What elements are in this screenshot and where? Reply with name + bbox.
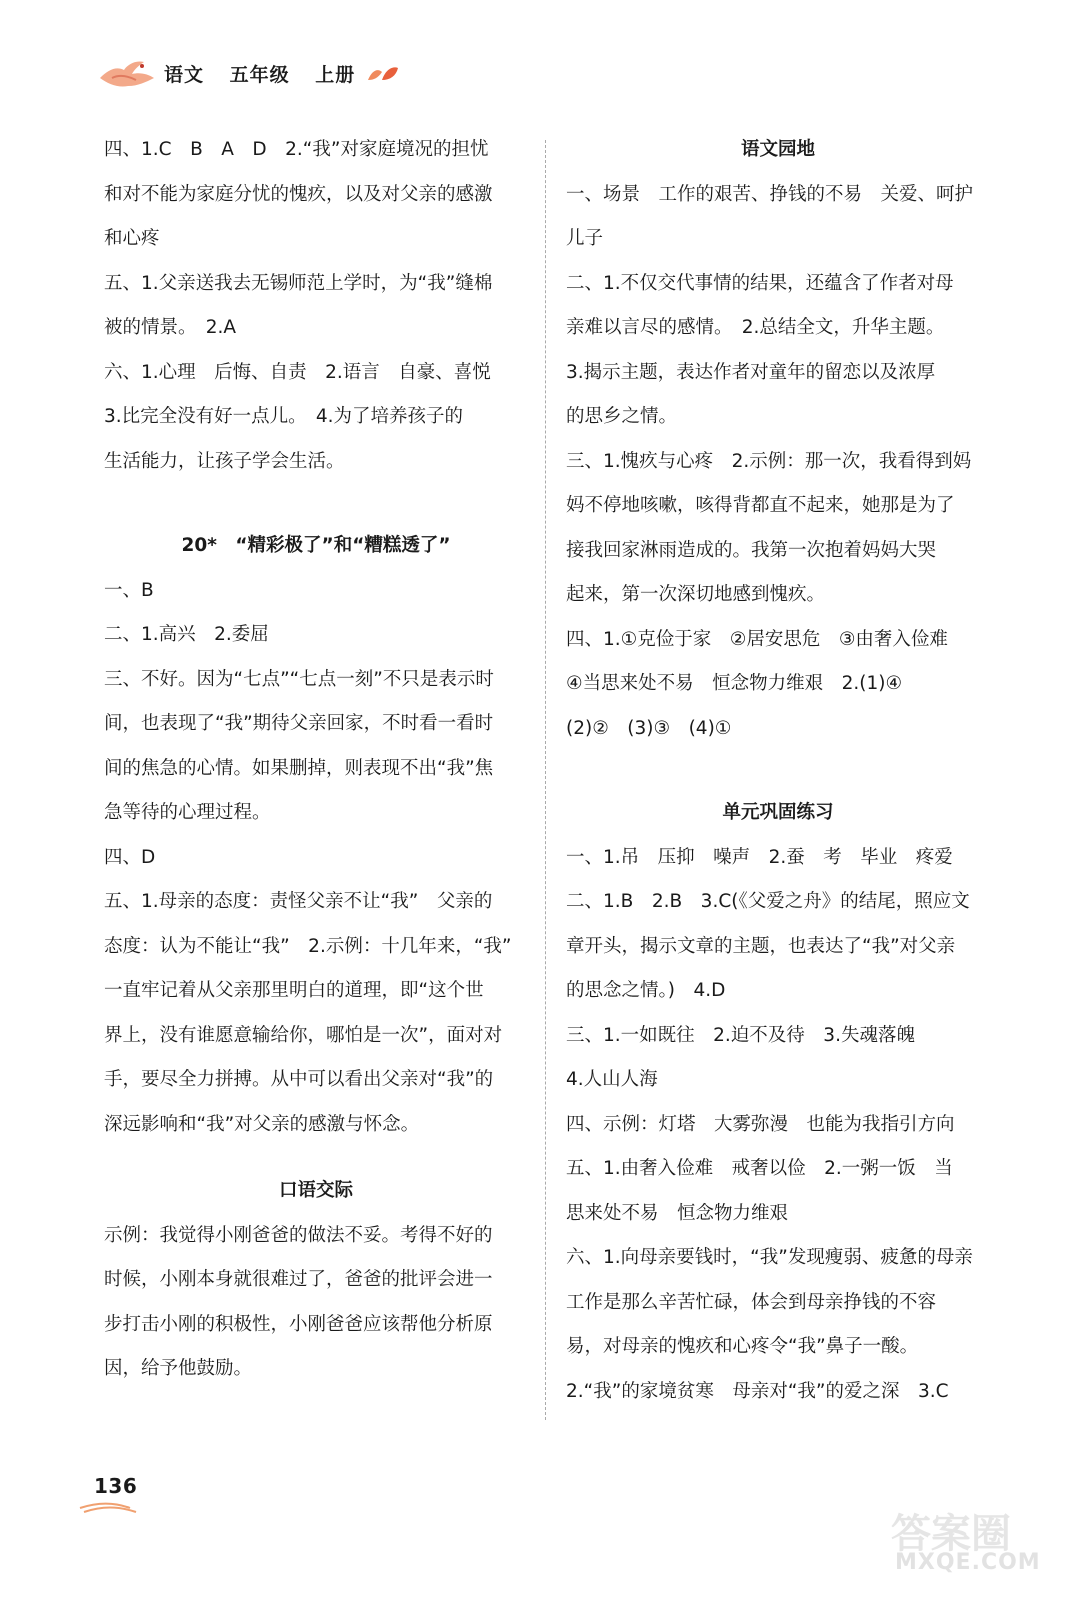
answer-line: 一、场景 工作的艰苦、挣钱的不易 关爱、呵护 bbox=[566, 183, 974, 205]
page-header bbox=[98, 56, 418, 96]
answer-line: 间的焦急的心情。如果删掉，则表现不出“我”焦 bbox=[104, 757, 494, 779]
answer-line: 五、1.母亲的态度：责怪父亲不让“我” 父亲的 bbox=[104, 891, 493, 912]
answer-line: 五、1.父亲送我去无锡师范上学时，为“我”缝棉 bbox=[104, 272, 493, 294]
subject-label: 语文 bbox=[164, 64, 205, 86]
answer-line: 五、1.由奢入俭难 戒奢以俭 2.一粥一饭 当 bbox=[566, 1158, 953, 1179]
grade-label: 五年级 bbox=[229, 64, 290, 86]
answer-line: 3.揭示主题，表达作者对童年的留恋以及浓厚 bbox=[566, 361, 936, 383]
watermark bbox=[891, 1502, 1061, 1582]
answer-line: 4.人山人海 bbox=[566, 1069, 658, 1090]
left-column bbox=[104, 128, 528, 1392]
answer-line: 步打击小刚的积极性，小刚爸爸应该帮他分析原 bbox=[104, 1313, 493, 1335]
answer-line: 三、1.一如既往 2.迫不及待 3.失魂落魄 bbox=[566, 1024, 915, 1046]
answer-line: 二、1.B 2.B 3.C(《父爱之舟》的结尾，照应文 bbox=[566, 891, 970, 912]
answer-line: 亲难以言尽的感情。 2.总结全文，升华主题。 bbox=[566, 317, 945, 338]
answer-line: 示例：我觉得小刚爸爸的做法不妥。考得不好的 bbox=[104, 1224, 493, 1246]
answer-line: 妈不停地咳嗽，咳得背都直不起来，她那是为了 bbox=[566, 495, 955, 516]
page-footer bbox=[78, 1468, 150, 1516]
section-heading-unit: 单元巩固练习 bbox=[722, 802, 834, 823]
section-heading-oral: 口语交际 bbox=[278, 1180, 353, 1201]
answer-line: 因，给予他鼓励。 bbox=[104, 1358, 253, 1379]
answer-line: 三、不好。因为“七点”“七点一刻”不只是表示时 bbox=[104, 668, 494, 690]
answer-line: 时候，小刚本身就很难过了，爸爸的批评会进一 bbox=[104, 1269, 493, 1290]
answer-line: 间，也表现了“我”期待父亲回家，不时看一看时 bbox=[104, 713, 494, 734]
answer-line: 六、1.心理 后悔、自责 2.语言 自豪、喜悦 bbox=[104, 361, 491, 383]
answer-line: 起来，第一次深切地感到愧疚。 bbox=[566, 584, 826, 605]
answer-line: 急等待的心理过程。 bbox=[104, 802, 271, 823]
section-heading-yuwen: 语文园地 bbox=[740, 139, 815, 160]
answer-line: 六、1.向母亲要钱时，“我”发现瘦弱、疲惫的母亲 bbox=[566, 1247, 973, 1268]
answer-line: 一、B bbox=[104, 579, 154, 601]
answer-line: 3.比完全没有好一点儿。 4.为了培养孩子的 bbox=[104, 406, 464, 427]
answer-line: 儿子 bbox=[566, 228, 604, 249]
answer-line: 四、D bbox=[104, 846, 156, 868]
answer-line: 一直牢记着从父亲那里明白的道理，即“这个世 bbox=[104, 980, 484, 1001]
answer-line: 手，要尽全力拼搏。从中可以看出父亲对“我”的 bbox=[104, 1069, 494, 1090]
answer-line: 接我回家淋雨造成的。我第一次抱着妈妈大哭 bbox=[566, 539, 937, 561]
watermark-logo-text: 答案圈 bbox=[891, 1511, 1011, 1557]
book-title bbox=[164, 60, 373, 87]
answer-line: 工作是那么辛苦忙碌，体会到母亲挣钱的不容 bbox=[566, 1291, 937, 1313]
answer-line: 被的情景。 2.A bbox=[104, 317, 237, 338]
answer-line: 章开头，揭示文章的主题，也表达了“我”对父亲 bbox=[566, 935, 956, 957]
answer-line: ④当思来处不易 恒念物力维艰 2.(1)④ bbox=[566, 673, 903, 694]
answer-line: 的思念之情。) 4.D bbox=[566, 980, 726, 1001]
answer-line: 思来处不易 恒念物力维艰 bbox=[566, 1202, 789, 1224]
answer-line: 的思乡之情。 bbox=[566, 406, 678, 427]
answer-line: 生活能力，让孩子学会生活。 bbox=[104, 450, 345, 472]
answer-line: (2)② (3)③ (4)① bbox=[566, 717, 732, 739]
answer-line: 二、1.不仅交代事情的结果，还蕴含了作者对母 bbox=[566, 272, 954, 294]
answer-line: 三、1.愧疚与心疼 2.示例：那一次，我看得到妈 bbox=[566, 450, 972, 472]
volume-label: 上册 bbox=[315, 64, 356, 86]
right-column bbox=[566, 128, 990, 1414]
bird-logo-icon bbox=[98, 56, 156, 92]
answer-line: 界上，没有谁愿意输给你，哪怕是一次”，面对对 bbox=[104, 1024, 503, 1046]
answer-line: 和对不能为家庭分忧的愧疚，以及对父亲的感激 bbox=[104, 183, 493, 205]
answer-line: 易，对母亲的愧疚和心疼令“我”鼻子一酸。 bbox=[566, 1336, 919, 1357]
answer-line: 四、示例：灯塔 大雾弥漫 也能为我指引方向 bbox=[566, 1113, 955, 1135]
watermark-url-text: MXQE.COM bbox=[895, 1550, 1041, 1575]
answer-line: 态度：认为不能让“我” 2.示例：十几年来，“我” bbox=[104, 935, 512, 957]
answer-line: 二、1.高兴 2.委屈 bbox=[104, 624, 269, 645]
answer-line: 四、1.①克俭于家 ②居安思危 ③由奢入俭难 bbox=[566, 628, 948, 650]
answer-line: 四、1.C B A D 2.“我”对家庭境况的担忧 bbox=[104, 139, 489, 160]
answer-line: 和心疼 bbox=[104, 228, 160, 249]
page-number: 136 bbox=[94, 1474, 138, 1498]
answer-line: 一、1.吊 压抑 噪声 2.蚕 考 毕业 疼爱 bbox=[566, 846, 953, 868]
leaf-ornament-icon bbox=[366, 64, 400, 84]
column-divider bbox=[545, 140, 546, 1420]
answer-line: 2.“我”的家境贫寒 母亲对“我”的爱之深 3.C bbox=[566, 1380, 949, 1402]
lesson-heading: 20* “精彩极了”和“糟糕透了” bbox=[181, 535, 451, 556]
answer-line: 深远影响和“我”对父亲的感激与怀念。 bbox=[104, 1113, 420, 1135]
